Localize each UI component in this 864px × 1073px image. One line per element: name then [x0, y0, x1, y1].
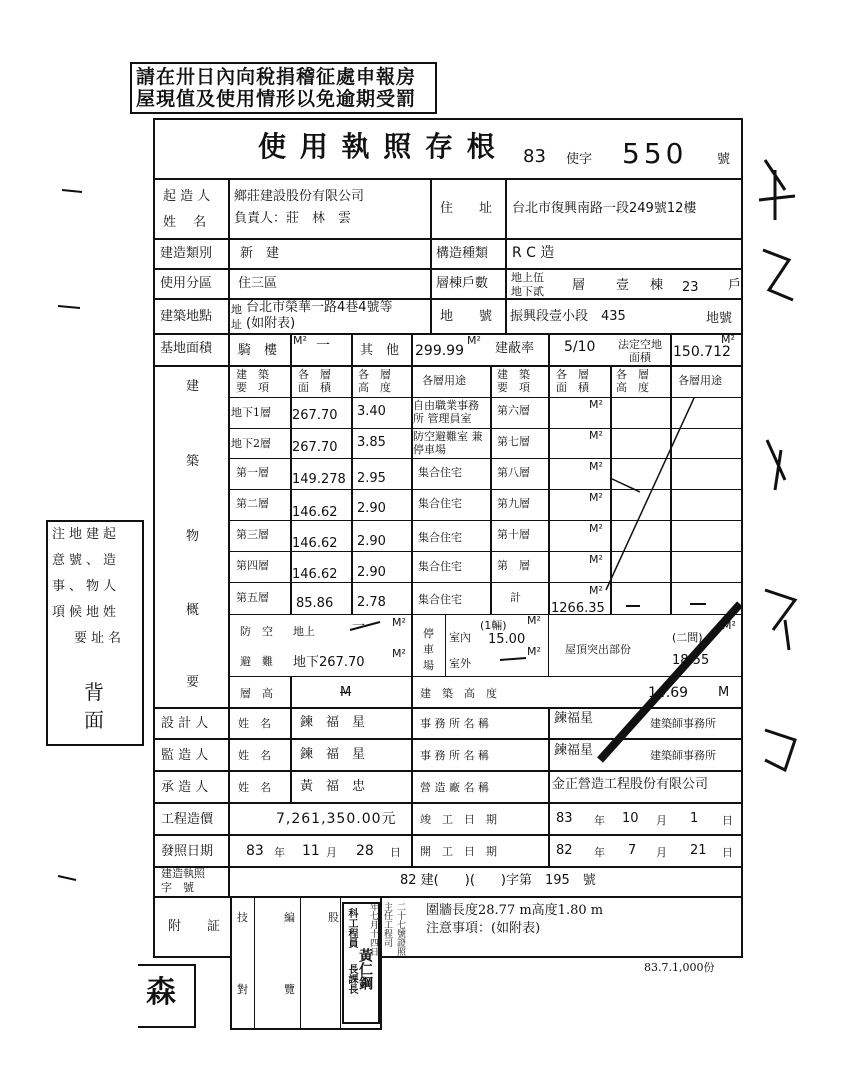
floor-height: 2.90	[357, 501, 386, 516]
seal-text: 森	[146, 975, 176, 1010]
start-day: 21	[690, 843, 707, 858]
contractor-name-label: 姓 名	[238, 781, 271, 794]
floor-name: 第一層	[236, 466, 269, 479]
m2-unit: M²	[527, 614, 541, 627]
notice-line1: 請在卅日內向稅捐稽征處申報房	[136, 66, 417, 88]
side-note-line: 意號、造	[52, 553, 121, 568]
shelter-label: 防 空	[240, 625, 273, 638]
floor-height: 2.90	[357, 565, 386, 580]
structure-value: R C 造	[512, 245, 555, 261]
day-word: 日	[722, 846, 733, 859]
completion-label: 竣 工 日 期	[420, 813, 497, 826]
cost-label: 工程造價	[161, 812, 214, 827]
coverage-label: 建蔽率	[495, 341, 535, 356]
outdoor-label: 室外	[449, 657, 471, 670]
floor-area: 85.86	[296, 596, 334, 611]
builder-address: 台北市復興南路一段249號12樓	[512, 201, 697, 216]
upper-floor-name: 第八層	[497, 466, 530, 479]
upper-floor-name: 第九層	[497, 497, 530, 510]
designer-office-label: 事 務 所 名 稱	[420, 717, 489, 730]
contractor-name: 黃 福 忠	[300, 779, 366, 794]
supervisor-label: 監 造 人	[161, 748, 209, 763]
structure-label: 構造種類	[436, 246, 489, 261]
attached-note1: 圍牆長度28.77 m高度1.80 m	[426, 903, 604, 918]
upper-floor-name: 第十層	[497, 528, 530, 541]
month-word: 月	[656, 846, 667, 859]
m2-unit: M²	[392, 616, 406, 629]
col-header: 各 層 面 積	[298, 368, 331, 394]
floor-height: 2.90	[357, 534, 386, 549]
day-word: 日	[390, 846, 401, 859]
upper-floor-name: 第七層	[497, 435, 530, 448]
completion-year: 83	[556, 811, 573, 826]
stamp-cell: 對	[237, 983, 248, 996]
stamp-cell: 編	[284, 911, 295, 924]
right-edge-marks	[745, 150, 864, 850]
m2-unit: M²	[589, 429, 603, 442]
m2-unit: M²	[589, 584, 603, 597]
title-year: 83	[523, 146, 546, 167]
issue-label: 發照日期	[161, 844, 214, 859]
site-prefix-bottom: 址	[231, 318, 242, 331]
side-label: 物	[186, 529, 200, 544]
side-label: 概	[186, 603, 200, 618]
m2-unit: M²	[467, 334, 481, 347]
other-value: 299.99	[415, 343, 464, 359]
m2-unit: M²	[589, 460, 603, 473]
supervisor-name: 鍊 福 星	[300, 747, 366, 762]
area-label: 基地面積	[160, 341, 213, 356]
attached-label: 附 証	[168, 919, 221, 934]
side-note-line: 事、物人	[52, 579, 121, 594]
building-word: 棟	[650, 278, 664, 293]
floor-area: 146.62	[292, 505, 338, 520]
floor-height-value: M	[340, 685, 352, 700]
year-word: 年	[594, 846, 605, 859]
start-label: 開 工 日 期	[420, 845, 497, 858]
contractor-label: 承 造 人	[161, 780, 209, 795]
floor-height: 3.40	[357, 404, 386, 419]
stamp-cell: 股	[328, 911, 339, 924]
form-title: 使 用 執 照 存 根	[258, 130, 497, 163]
address-label: 住 址	[440, 201, 493, 216]
zone-value: 住三區	[238, 276, 278, 291]
floor-name: 地下1層	[231, 406, 271, 419]
date-seal	[368, 898, 408, 1020]
lot-suffix: 地號	[706, 311, 733, 326]
title-prefix: 使字	[566, 152, 593, 167]
seal-text: 科工程員	[346, 908, 357, 948]
site-address: 台北市榮華一路4巷4號等	[246, 300, 393, 315]
designer-name-label: 姓 名	[238, 717, 271, 730]
side-label: 要	[186, 675, 200, 690]
supervisor-office-suffix: 建築師事務所	[650, 749, 716, 762]
site-address-note: (如附表)	[246, 316, 296, 331]
side-back-label: 面	[84, 708, 104, 732]
m2-unit: M²	[392, 647, 406, 660]
arcade-value: 一	[316, 338, 330, 354]
col-header: 建 築 要 項	[497, 368, 530, 394]
floors-below: 地下貳	[511, 285, 544, 298]
shelter-above-label: 地上	[293, 625, 315, 638]
floor-use: 防空避難室 兼停車場	[413, 430, 483, 456]
floor-name: 第五層	[236, 591, 269, 604]
side-note-line: 注地建起	[52, 527, 121, 542]
m2-unit: M²	[589, 398, 603, 411]
issue-day: 28	[356, 843, 374, 859]
completion-month: 10	[622, 811, 639, 826]
m2-unit: M²	[589, 491, 603, 504]
side-label: 築	[186, 454, 200, 469]
seal-text: 年七月十四日	[368, 902, 378, 956]
supervisor-office-label: 事 務 所 名 稱	[420, 749, 489, 762]
seal-text: 長課長	[346, 964, 357, 994]
side-note-line: 要址名	[74, 631, 126, 646]
rule	[300, 898, 301, 1028]
start-month: 7	[628, 843, 637, 858]
shelter-above-value: 一	[352, 619, 366, 634]
floor-name: 第四層	[236, 559, 269, 572]
floor-use: 集合住宅	[418, 593, 462, 606]
total-label: 計	[510, 591, 521, 604]
floor-height-label: 層 高	[240, 687, 273, 700]
floor-area: 267.70	[292, 408, 338, 423]
builder-rep: 負責人：莊 林 雲	[234, 211, 352, 226]
shelter-label: 避 難	[240, 655, 273, 668]
indoor-area: 15.00	[488, 632, 526, 647]
parking-label: 停	[423, 627, 434, 640]
other-label: 其 他	[360, 343, 400, 358]
designer-office-suffix: 建築師事務所	[650, 717, 716, 730]
floor-height: 2.78	[357, 595, 386, 610]
cost-value: 7,261,350.00元	[276, 811, 397, 827]
floor-area: 146.62	[292, 567, 338, 582]
floor-use: 集合住宅	[418, 560, 462, 573]
legal-open-label: 法定空地面積	[618, 338, 662, 364]
m2-unit: M²	[721, 333, 735, 346]
designer-office: 鍊福星	[554, 711, 594, 726]
roof-area: 18.55	[672, 653, 710, 668]
seal-text: 主任工程司	[382, 902, 392, 947]
m2-unit: M²	[589, 522, 603, 535]
supervisor-name-label: 姓 名	[238, 749, 271, 762]
floor-name: 第三層	[236, 528, 269, 541]
month-word: 月	[656, 814, 667, 827]
year-word: 年	[594, 814, 605, 827]
build-type-label: 建造類別	[160, 246, 213, 261]
parking-label: 場	[423, 659, 434, 672]
buildings-count: 壹	[616, 278, 630, 293]
approval-stamp	[230, 896, 382, 1030]
builder-name: 鄉莊建設股份有限公司	[234, 189, 365, 204]
builder-label: 起 造 人	[163, 189, 211, 204]
parking-label: 車	[423, 643, 434, 656]
roof-count: (二間)	[672, 631, 703, 644]
unit-word: 戶	[728, 278, 742, 293]
floor-area: 149.278	[292, 472, 346, 487]
rule	[254, 898, 255, 1028]
floor-name: 第二層	[236, 497, 269, 510]
side-note-line: 項候地姓	[52, 605, 121, 620]
m2-unit: M²	[722, 619, 736, 632]
month-word: 月	[326, 846, 337, 859]
floor-use: 集合住宅	[418, 497, 462, 510]
attached-note2: 注意事項：(如附表)	[426, 921, 541, 936]
print-note: 83.7.1,000份	[644, 961, 715, 974]
floor-use: 自由職業事務所 管理員室	[413, 399, 479, 425]
rule	[548, 614, 549, 676]
permit-label: 建造執照	[161, 867, 205, 880]
shelter-below: 地下267.70	[293, 655, 365, 670]
build-type-value: 新 建	[240, 246, 280, 261]
coverage-value: 5/10	[564, 339, 596, 355]
day-word: 日	[722, 814, 733, 827]
stamp-cell: 覽	[284, 983, 295, 996]
col-header: 各 層 面 積	[556, 368, 589, 394]
year-word: 年	[274, 846, 285, 859]
roof-label: 屋頂突出部份	[565, 643, 631, 656]
upper-floor-name: 第六層	[497, 404, 530, 417]
arcade-label: 騎 樓	[238, 343, 278, 358]
floor-area: 146.62	[292, 536, 338, 551]
m2-unit: M²	[527, 645, 541, 658]
side-note-box	[46, 520, 144, 746]
m2-unit: M²	[589, 553, 603, 566]
contractor-firm-label: 營 造 廠 名 稱	[420, 781, 489, 794]
builder-name-label: 姓 名	[163, 215, 207, 230]
floor-use: 集合住宅	[418, 466, 462, 479]
col-header: 各層用途	[422, 374, 466, 387]
side-back-label: 背	[84, 680, 104, 704]
designer-label: 設 計 人	[161, 716, 209, 731]
col-header: 各層用途	[678, 374, 722, 387]
building-height-value: 14.69	[648, 685, 689, 701]
rule	[445, 614, 446, 676]
lot-value: 振興段壹小段 435	[510, 309, 626, 324]
indoor-count: (1輛)	[480, 619, 507, 632]
col-header: 建 築 要 項	[236, 368, 269, 394]
issue-month: 11	[302, 843, 320, 859]
legal-open-value: 150.712	[673, 344, 731, 360]
seal-text: 黃仁鋼	[357, 948, 373, 990]
rule	[340, 898, 341, 1028]
site-label: 建築地點	[160, 309, 213, 324]
indoor-label: 室內	[449, 631, 471, 644]
floors-above: 地上伍	[511, 271, 544, 284]
floor-height: 2.95	[357, 471, 386, 486]
building-height-label: 建 築 高 度	[420, 687, 497, 700]
upper-floor-name: 第 層	[497, 559, 530, 572]
permit-label: 字 號	[161, 881, 194, 894]
floor-word: 層	[572, 278, 586, 293]
completion-day: 1	[690, 811, 699, 826]
stamp-cell: 技	[237, 911, 248, 924]
start-year: 82	[556, 843, 573, 858]
floor-area: 267.70	[292, 440, 338, 455]
contractor-firm: 金正營造工程股份有限公司	[552, 777, 709, 792]
bottom-seal	[138, 964, 196, 1028]
floor-name: 地下2層	[231, 437, 271, 450]
lot-label: 地 號	[440, 309, 493, 324]
col-header: 各 層 高 度	[616, 368, 649, 394]
building-height-unit: M	[718, 685, 730, 700]
seal-text: 二十七號證照	[395, 902, 405, 956]
floors-units-label: 層棟戶數	[436, 276, 489, 291]
supervisor-office: 鍊福星	[554, 743, 594, 758]
site-prefix-top: 地	[231, 303, 242, 316]
title-suffix: 號	[717, 152, 731, 167]
designer-name: 鍊 福 星	[300, 715, 366, 730]
floor-height: 3.85	[357, 435, 386, 450]
title-number: 550	[622, 137, 688, 170]
zone-label: 使用分區	[160, 276, 213, 291]
issue-year: 83	[246, 843, 264, 859]
notice-line2: 屋現值及使用情形以免逾期受罰	[136, 88, 417, 110]
floor-use: 集合住宅	[418, 531, 462, 544]
units-count: 23	[682, 280, 699, 295]
total-area: 1266.35	[551, 601, 605, 616]
m2-unit: M²	[293, 334, 307, 347]
col-header: 各 層 高 度	[358, 368, 391, 394]
side-label: 建	[186, 379, 200, 394]
permit-number: 82 建( )( )字第 195 號	[400, 873, 596, 888]
